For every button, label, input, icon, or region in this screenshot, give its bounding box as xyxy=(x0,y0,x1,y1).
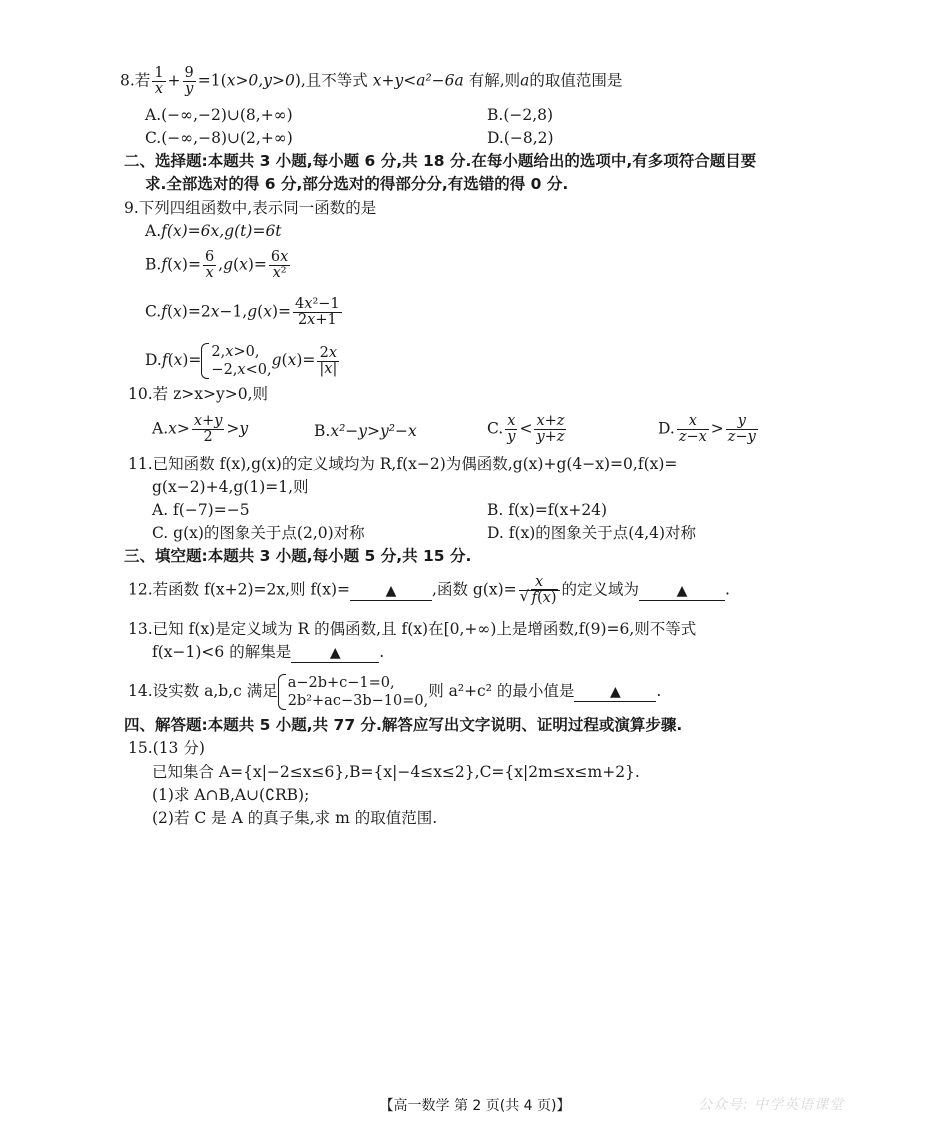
q11-option-a: A. f(−7)=−5 xyxy=(152,501,250,519)
q9-stem: 9.下列四组函数中,表示同一函数的是 xyxy=(124,199,377,217)
q15-line2: (1)求 A∩B,A∪(∁RB); xyxy=(152,786,310,804)
q8-option-a: A.(−∞,−2)∪(8,+∞) xyxy=(145,106,293,124)
q11-option-b: B. f(x)=f(x+24) xyxy=(487,501,608,519)
q9-option-c: C.f(x)=2x−1,g(x)= $\frac{\text{4x²−1}}{2x+1}$ xyxy=(145,296,340,328)
q10-stem: 10.若 z>x>y>0,则 xyxy=(128,385,268,403)
q10-option-a: A.x> $\frac{x+y}{2}$ >y xyxy=(152,413,249,445)
q9-option-a: A.f(x)=6x,g(t)=6t xyxy=(145,222,282,240)
q15-num: 15.(13 分) xyxy=(128,739,205,757)
fraction: $\frac{\text{4x²−1}}{2x+1}$ xyxy=(295,296,340,328)
q15-line1: 已知集合 A={x|−2≤x≤6},B={x|−4≤x≤2},C={x|2m≤x≤m+2}. xyxy=(152,763,640,781)
q9-option-b: B.f(x)= $\frac{6}{x}$ ,g(x)= $\frac{6x}{\text{x²}}$ xyxy=(145,249,289,281)
q10-option-d: D. $\frac{x}{z-x}$ > $\frac{y}{z-y}$ xyxy=(658,413,756,445)
system-of-equations: a−2b+c−1=0, 2b²+ac−3b−10=0, xyxy=(278,674,428,710)
fraction: x √ f(x) xyxy=(519,575,560,606)
q15-line3: (2)若 C 是 A 的真子集,求 m 的取值范围. xyxy=(152,809,438,827)
answer-blank[interactable]: ▲ xyxy=(291,644,379,663)
q13-stem-line2: f(x−1)<6 的解集是 ▲ . xyxy=(152,643,385,661)
piecewise: 2,x>0, −2,x<0, xyxy=(201,343,271,379)
q11-stem-line1: 11.已知函数 f(x),g(x)的定义域均为 R,f(x−2)为偶函数,g(x)+g(4−x)=0,f(x)= xyxy=(128,455,678,473)
answer-blank[interactable]: ▲ xyxy=(350,582,432,601)
section-2-title: 二、选择题:本题共 3 小题,每小题 6 分,共 18 分.在每小题给出的选项中,有多项符合题目要 xyxy=(124,152,757,170)
q13-stem-line1: 13.已知 f(x)是定义域为 R 的偶函数,且 f(x)在[0,+∞)上是增函数,f(9)=6,则不等式 xyxy=(128,620,697,638)
fraction: $\frac{x}{y}$ xyxy=(507,413,516,445)
q9-option-d: D.f(x)= 2,x>0, −2,x<0, g(x)= $\frac{2x}{|x|}$ xyxy=(145,344,338,378)
q11-option-d: D. f(x)的图象关于点(4,4)对称 xyxy=(487,524,697,542)
fraction: $\frac{1}{x}$ xyxy=(154,65,164,97)
fraction: $\frac{6}{x}$ xyxy=(204,249,215,281)
q11-option-c: C. g(x)的图象关于点(2,0)对称 xyxy=(152,524,365,542)
answer-blank[interactable]: ▲ xyxy=(639,582,725,601)
q8-option-d: D.(−8,2) xyxy=(487,129,554,147)
q10-option-c: C. $\frac{x}{y}$ < $\frac{x+z}{y+z}$ xyxy=(487,413,565,445)
watermark: 公众号: 中学英语课堂 xyxy=(698,1097,845,1113)
fraction: $\frac{x+y}{2}$ xyxy=(193,413,223,445)
fraction: $\frac{x}{z-x}$ xyxy=(678,413,707,445)
q8-option-c: C.(−∞,−8)∪(2,+∞) xyxy=(145,129,293,147)
section-2-desc: 求.全部选对的得 6 分,部分选对的得部分分,有选错的得 0 分. xyxy=(145,175,569,193)
q11-stem-line2: g(x−2)+4,g(1)=1,则 xyxy=(152,478,309,496)
fraction: $\frac{9}{y}$ xyxy=(184,65,194,97)
q8-option-b: B.(−2,8) xyxy=(487,106,554,124)
section-3-title: 三、填空题:本题共 3 小题,每小题 5 分,共 15 分. xyxy=(124,547,472,565)
q14-stem: 14.设实数 a,b,c 满足 a−2b+c−1=0, 2b²+ac−3b−10=0, 则 a²+c² 的最小值是 ▲ . xyxy=(128,675,662,709)
fraction: $\frac{6x}{\text{x²}}$ xyxy=(270,249,289,281)
fraction: $\frac{y}{z-y}$ xyxy=(727,413,756,445)
page-footer: 【高一数学 第 2 页(共 4 页)】 xyxy=(379,1098,571,1114)
q8-stem: 8.若 $\frac{1}{x}$ + $\frac{9}{y}$ =1(x>0,y>0),且不等式 x+y<a²−6a 有解,则a的取值范围是 xyxy=(120,65,623,97)
q12-stem: 12.若函数 f(x+2)=2x,则 f(x)= ▲ ,函数 g(x)= x √ f(x) 的定义域为 ▲ . xyxy=(128,575,730,606)
fraction: $\frac{2x}{|x|}$ xyxy=(319,344,338,377)
q10-option-b: B.x²−y>y²−x xyxy=(314,422,417,440)
section-4-title: 四、解答题:本题共 5 小题,共 77 分.解答应写出文字说明、证明过程或演算步骤. xyxy=(124,716,683,734)
answer-blank[interactable]: ▲ xyxy=(574,683,656,702)
fraction: $\frac{x+z}{y+z}$ xyxy=(536,413,565,445)
